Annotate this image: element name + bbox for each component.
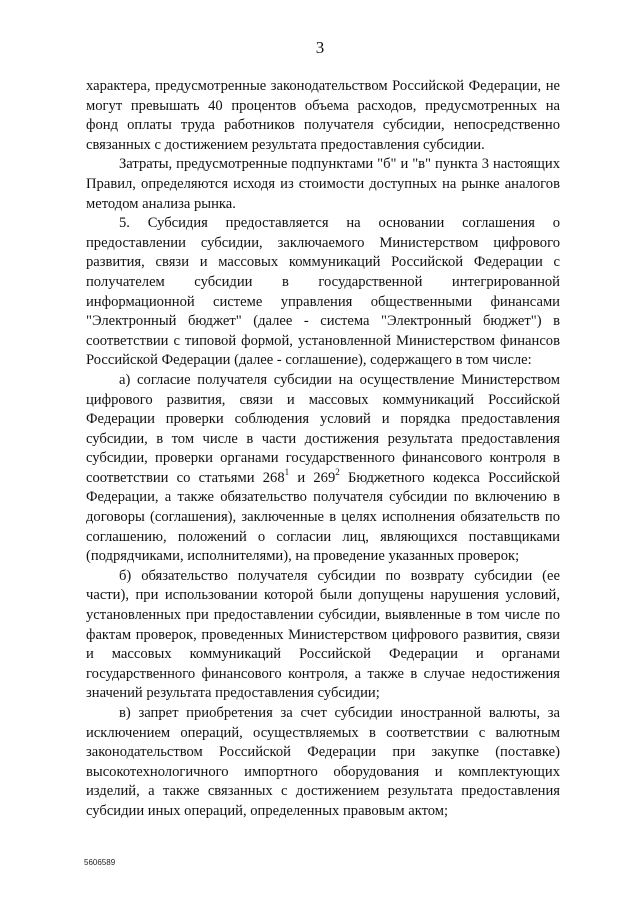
- document-code: 5606589: [84, 858, 116, 867]
- paragraph-subitem-b: б) обязательство получателя субсидии по возврату субсидии (ее части), при использовании которой были допущены нарушения условий, установленных при предоставлении субсидии, выявленные в том числе по фактам проверок, проведенных Министерством цифрового развития, связи и массовых коммуникаций Российской Федерации и органами государственного финансового контроля, а также в случае недостижения значений результата предоставления субсидии;: [86, 567, 560, 702]
- paragraph-item-5: 5. Субсидия предоставляется на основании соглашения о предоставлении субсидии, заключаемого Министерством цифрового развития, связи и массовых коммуникаций Российской Федерации с получателем субсидии в государственной интегрированной информационной системе управления общественными финансами "Электронный бюджет" (далее - система "Электронный бюджет") в соответствии с типовой формой, установленной Министерством финансов Российской Федерации (далее - соглашение), содержащего в том числе:: [86, 215, 560, 369]
- paragraph-subitem-v: в) запрет приобретения за счет субсидии иностранной валюты, за исключением операций, осуществляемых в соответствии с валютным законодательством Российской Федерации при закупке (поставке) высокотехнологичного импортного оборудования и комплектующих изделий, а также связанных с достижением результата предоставления субсидии иных операций, определенных правовым актом;: [86, 705, 560, 819]
- subitem-a-text-1: а) согласие получателя субсидии на осуществление Министерством цифрового развития, связи и массовых коммуникаций Российской Федерации проверки соблюдения условий и порядка предоставления субсидии, в том числе в части достижения результата предоставления субсидии, проверки органами государственного финансового контроля в соответствии со статьями 268: [86, 371, 560, 486]
- paragraph-continuation: характера, предусмотренные законодательством Российской Федерации, не могут превышать 40 процентов объема расходов, предусмотренных на фонд оплаты труда работников получателя субсидии, непосредственно связанных с достижением результата предоставления субсидии.: [86, 78, 560, 153]
- paragraph-costs: Затраты, предусмотренные подпунктами "б" и "в" пункта 3 настоящих Правил, определяются исходя из стоимости доступных на рынке аналогов методом анализа рынка.: [86, 156, 560, 212]
- subitem-a-text-3: Бюджетного кодекса Российской Федерации, а также обязательство получателя субсидии по включению в договоры (соглашения), заключенные в целях исполнения обязательств по соглашению, положений о согласии лиц, являющихся поставщиками (подрядчиками, исполнителями), на проведение указанных проверок;: [86, 469, 561, 565]
- page-number: 3: [315, 38, 325, 57]
- paragraph-subitem-a: [86, 371, 560, 567]
- article-superscript-1: 1: [284, 467, 290, 478]
- subitem-a-text-2: и 269: [289, 469, 336, 486]
- document-body: [86, 77, 560, 822]
- article-superscript-2: 2: [335, 467, 340, 478]
